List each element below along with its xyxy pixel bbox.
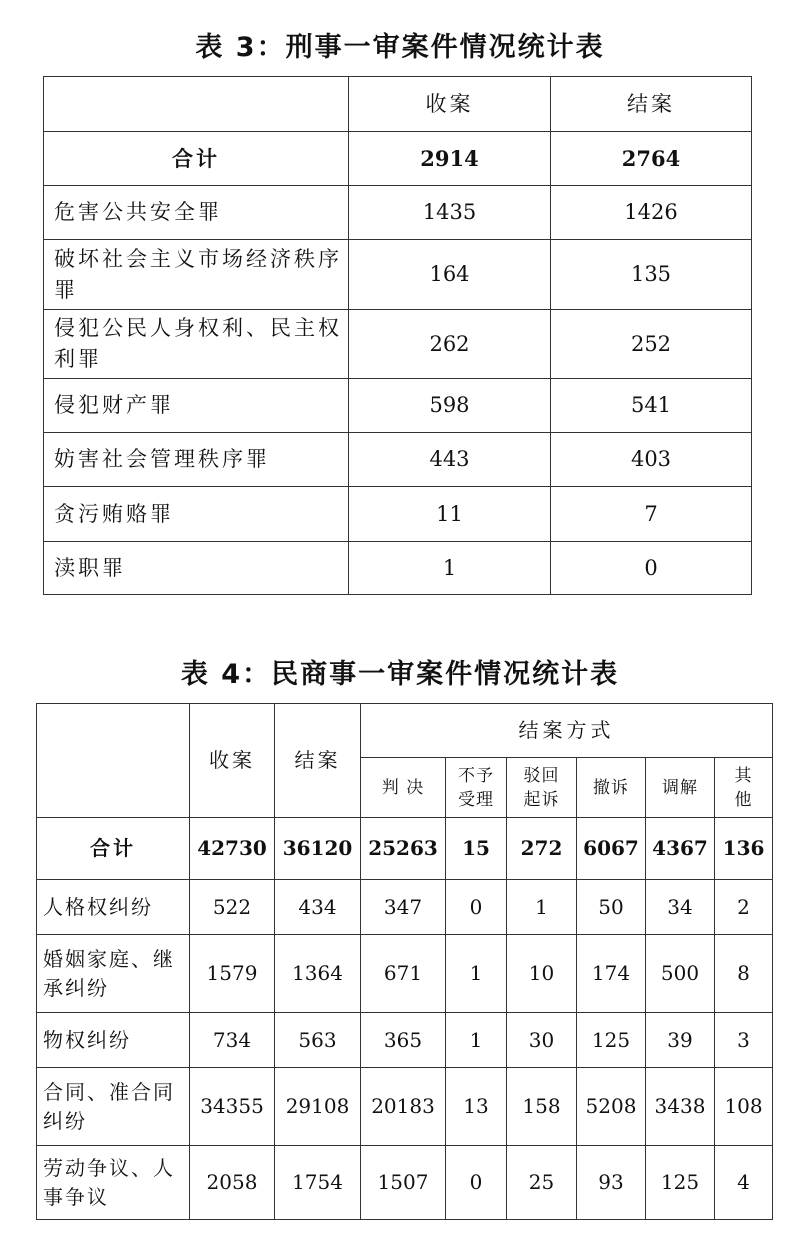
row-cell: 563	[275, 1013, 361, 1068]
row-cell: 30	[507, 1013, 577, 1068]
table4-title: 表 4：民商事一审案件情况统计表	[180, 659, 620, 690]
row-label: 合同、准合同纠纷	[37, 1068, 190, 1146]
total-label: 合计	[37, 818, 190, 880]
table-row	[37, 880, 773, 935]
row-label: 婚姻家庭、继承纠纷	[37, 935, 190, 1013]
row-cell: 174	[577, 935, 646, 1013]
row-label: 妨害社会管理秩序罪	[44, 433, 349, 487]
header-closed: 结案	[551, 77, 752, 132]
table-row	[44, 186, 752, 240]
total-received: 2914	[349, 132, 551, 186]
row-label: 渎职罪	[44, 542, 349, 595]
total-closed: 2764	[551, 132, 752, 186]
row-cell: 1	[446, 935, 507, 1013]
total-cell: 25263	[361, 818, 446, 880]
row-label: 危害公共安全罪	[44, 186, 349, 240]
row-cell: 1579	[190, 935, 275, 1013]
total-cell: 136	[715, 818, 773, 880]
table3-total-row	[44, 132, 752, 186]
header-received: 收案	[190, 704, 275, 818]
row-cell: 20183	[361, 1068, 446, 1146]
row-closed: 7	[551, 487, 752, 542]
table-row	[44, 379, 752, 433]
header-judgment: 判 决	[361, 758, 446, 818]
row-cell: 93	[577, 1146, 646, 1220]
row-cell: 4	[715, 1146, 773, 1220]
row-cell: 365	[361, 1013, 446, 1068]
row-cell: 1	[507, 880, 577, 935]
total-cell: 4367	[646, 818, 715, 880]
table-row	[37, 1068, 773, 1146]
row-received: 11	[349, 487, 551, 542]
row-closed: 541	[551, 379, 752, 433]
row-cell: 8	[715, 935, 773, 1013]
row-label: 侵犯公民人身权利、民主权利罪	[44, 310, 349, 379]
row-cell: 1364	[275, 935, 361, 1013]
row-label: 破坏社会主义市场经济秩序罪	[44, 240, 349, 310]
row-cell: 1507	[361, 1146, 446, 1220]
table-row	[44, 240, 752, 310]
header-withdrawn: 撤诉	[577, 758, 646, 818]
table-row	[44, 542, 752, 595]
row-cell: 50	[577, 880, 646, 935]
total-cell: 272	[507, 818, 577, 880]
row-label: 贪污贿赂罪	[44, 487, 349, 542]
total-cell: 6067	[577, 818, 646, 880]
row-received: 1435	[349, 186, 551, 240]
row-label: 劳动争议、人事争议	[37, 1146, 190, 1220]
table-row	[44, 433, 752, 487]
total-cell: 15	[446, 818, 507, 880]
row-cell: 3438	[646, 1068, 715, 1146]
row-received: 443	[349, 433, 551, 487]
row-cell: 108	[715, 1068, 773, 1146]
row-cell: 671	[361, 935, 446, 1013]
row-cell: 500	[646, 935, 715, 1013]
total-label: 合计	[44, 132, 349, 186]
header-rejected: 驳回起诉	[507, 758, 577, 818]
table-row	[37, 935, 773, 1013]
header-mediated: 调解	[646, 758, 715, 818]
row-cell: 25	[507, 1146, 577, 1220]
header-corner-cell	[44, 77, 349, 132]
row-cell: 0	[446, 880, 507, 935]
header-close-method-group: 结案方式	[361, 704, 773, 758]
row-cell: 434	[275, 880, 361, 935]
row-closed: 252	[551, 310, 752, 379]
row-received: 1	[349, 542, 551, 595]
header-closed: 结案	[275, 704, 361, 818]
row-cell: 158	[507, 1068, 577, 1146]
row-cell: 29108	[275, 1068, 361, 1146]
header-not-accepted: 不予受理	[446, 758, 507, 818]
row-received: 598	[349, 379, 551, 433]
table3-title: 表 3：刑事一审案件情况统计表	[195, 32, 605, 63]
total-cell: 42730	[190, 818, 275, 880]
header-other: 其他	[715, 758, 773, 818]
header-received: 收案	[349, 77, 551, 132]
table-row	[37, 1146, 773, 1220]
table-row	[44, 310, 752, 379]
table-row	[37, 1013, 773, 1068]
criminal-cases-table	[43, 76, 752, 595]
row-cell: 2	[715, 880, 773, 935]
table4-total-row	[37, 818, 773, 880]
row-label: 侵犯财产罪	[44, 379, 349, 433]
row-cell: 522	[190, 880, 275, 935]
row-cell: 34355	[190, 1068, 275, 1146]
row-cell: 347	[361, 880, 446, 935]
table-row	[44, 487, 752, 542]
row-cell: 1	[446, 1013, 507, 1068]
table3-header-row	[44, 77, 752, 132]
table4-header-row-1	[37, 704, 773, 758]
row-received: 262	[349, 310, 551, 379]
row-cell: 34	[646, 880, 715, 935]
row-cell: 5208	[577, 1068, 646, 1146]
row-cell: 125	[577, 1013, 646, 1068]
row-received: 164	[349, 240, 551, 310]
row-closed: 0	[551, 542, 752, 595]
row-closed: 1426	[551, 186, 752, 240]
row-cell: 2058	[190, 1146, 275, 1220]
row-cell: 734	[190, 1013, 275, 1068]
row-label: 人格权纠纷	[37, 880, 190, 935]
row-cell: 125	[646, 1146, 715, 1220]
row-cell: 39	[646, 1013, 715, 1068]
civil-commercial-cases-table	[36, 703, 773, 1220]
row-closed: 135	[551, 240, 752, 310]
row-closed: 403	[551, 433, 752, 487]
row-cell: 3	[715, 1013, 773, 1068]
row-cell: 10	[507, 935, 577, 1013]
row-cell: 1754	[275, 1146, 361, 1220]
row-cell: 13	[446, 1068, 507, 1146]
row-cell: 0	[446, 1146, 507, 1220]
row-label: 物权纠纷	[37, 1013, 190, 1068]
total-cell: 36120	[275, 818, 361, 880]
header-corner-cell	[37, 704, 190, 818]
